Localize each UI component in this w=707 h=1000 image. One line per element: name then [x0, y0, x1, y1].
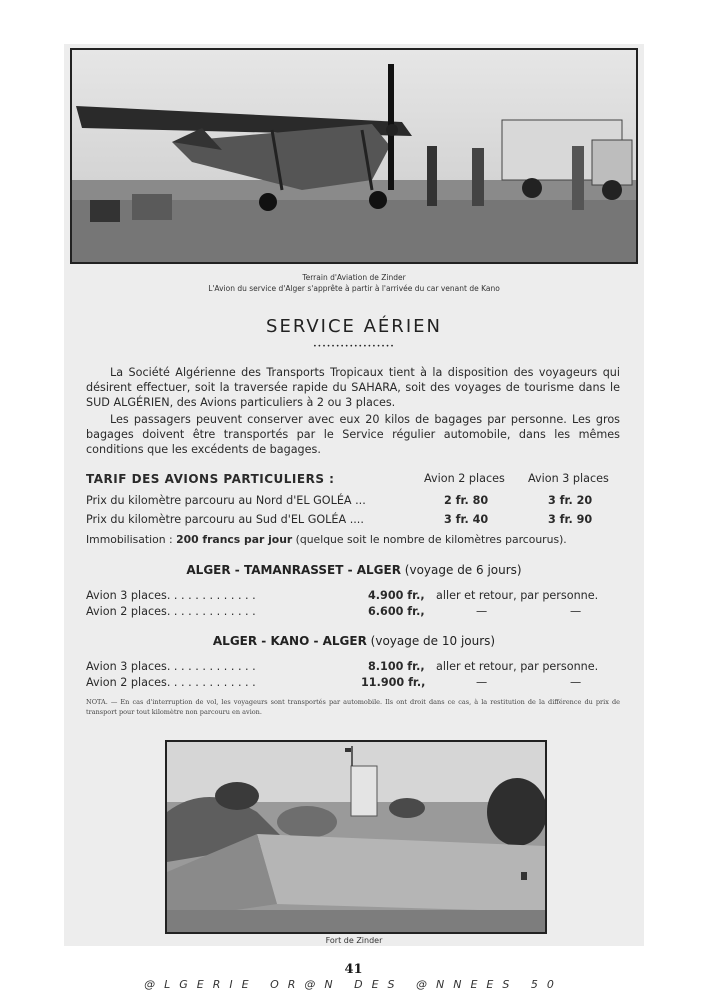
ditto-dash: — [476, 676, 488, 689]
intro-paragraph-text: La Société Algérienne des Transports Tropicaux tient à la disposition des voyageurs qui désirent effectuer, soit la traversée rapide du SAHARA, soit des voyages de tourisme dans le SUD ALGÉRIEN, des Avions particuliers à 2 ou 3 places. [86, 366, 620, 409]
fare-label: Avion 3 places. . . . . . . . . . . . . [86, 660, 256, 673]
ditto-dash: — [570, 676, 582, 689]
page-title: SERVICE AÉRIEN [266, 316, 442, 337]
immobilisation-price: 200 francs par jour [176, 533, 293, 546]
fare-price: 8.100 fr., [368, 660, 425, 673]
route-name: ALGER - KANO - ALGER [212, 634, 367, 648]
title-ornament: •••••••••••••••••• [313, 343, 395, 350]
tariff-heading: TARIF DES AVIONS PARTICULIERS : [86, 472, 335, 486]
tariff-row-label: Prix du kilomètre parcouru au Sud d'EL GOLÉA .... [86, 513, 364, 526]
nota-footnote: NOTA. — En cas d'interruption de vol, les voyageurs sont transportés par automobile. Ils ont droit dans ce cas, à la restitution de la différence du prix de transport pour tout kilomètre non parcouru en avion. [86, 698, 620, 716]
fare-label: Avion 3 places. . . . . . . . . . . . . [86, 589, 256, 602]
airfield-photo-caption-title: Terrain d'Aviation de Zinder [302, 273, 406, 282]
route-tamanrasset-heading [64, 563, 644, 577]
baggage-paragraph-text: Les passagers peuvent conserver avec eux 20 kilos de bagages par personne. Les gros bagages doivent être transportés par le Service régulier automobile, dans les mêmes conditions que les excédents de bagages. [86, 413, 620, 456]
tariff-row-label: Prix du kilomètre parcouru au Nord d'EL GOLÉA ... [86, 494, 366, 507]
tariff-col-2-places: Avion 2 places [424, 472, 505, 485]
fare-price: 4.900 fr., [368, 589, 425, 602]
tariff-price-2-places: 3 fr. 40 [444, 513, 489, 526]
immobilisation-row [86, 533, 620, 551]
fare-note: aller et retour, par personne. [436, 589, 599, 602]
immobilisation-note: (quelque soit le nombre de kilomètres parcourus). [292, 533, 567, 546]
ditto-dash: — [476, 605, 488, 618]
route-tamanrasset-row-2places [86, 605, 620, 623]
airfield-photo-caption: L'Avion du service d'Alger s'apprête à partir à l'arrivée du car venant de Kano [208, 284, 500, 293]
tariff-price-3-places: 3 fr. 20 [548, 494, 593, 507]
footer-watermark: @LGERIE OR@N DES @NNEES 50 [144, 978, 563, 991]
tariff-row-south [86, 513, 620, 531]
tariff-col-3-places: Avion 3 places [528, 472, 609, 485]
fare-price: 6.600 fr., [368, 605, 425, 618]
baggage-paragraph [86, 412, 620, 457]
fare-label: Avion 2 places. . . . . . . . . . . . . [86, 605, 256, 618]
tariff-price-3-places: 3 fr. 90 [548, 513, 593, 526]
route-kano-heading [64, 634, 644, 648]
fare-note: aller et retour, par personne. [436, 660, 599, 673]
ditto-dash: — [570, 605, 582, 618]
tariff-row-north [86, 494, 620, 512]
immobilisation-label: Immobilisation : [86, 533, 177, 546]
page-number: 41 [344, 962, 363, 977]
route-duration: (voyage de 10 jours) [366, 634, 496, 648]
route-name: ALGER - TAMANRASSET - ALGER [186, 563, 401, 577]
intro-paragraph [86, 365, 620, 410]
fare-label: Avion 2 places. . . . . . . . . . . . . [86, 676, 256, 689]
fort-photo-caption: Fort de Zinder [325, 936, 383, 945]
tariff-price-2-places: 2 fr. 80 [444, 494, 489, 507]
airfield-photo [70, 48, 638, 264]
tariff-header-row [86, 472, 620, 490]
fare-price: 11.900 fr., [361, 676, 426, 689]
route-duration: (voyage de 6 jours) [400, 563, 522, 577]
route-kano-row-2places [86, 676, 620, 694]
fort-photo [165, 740, 547, 934]
